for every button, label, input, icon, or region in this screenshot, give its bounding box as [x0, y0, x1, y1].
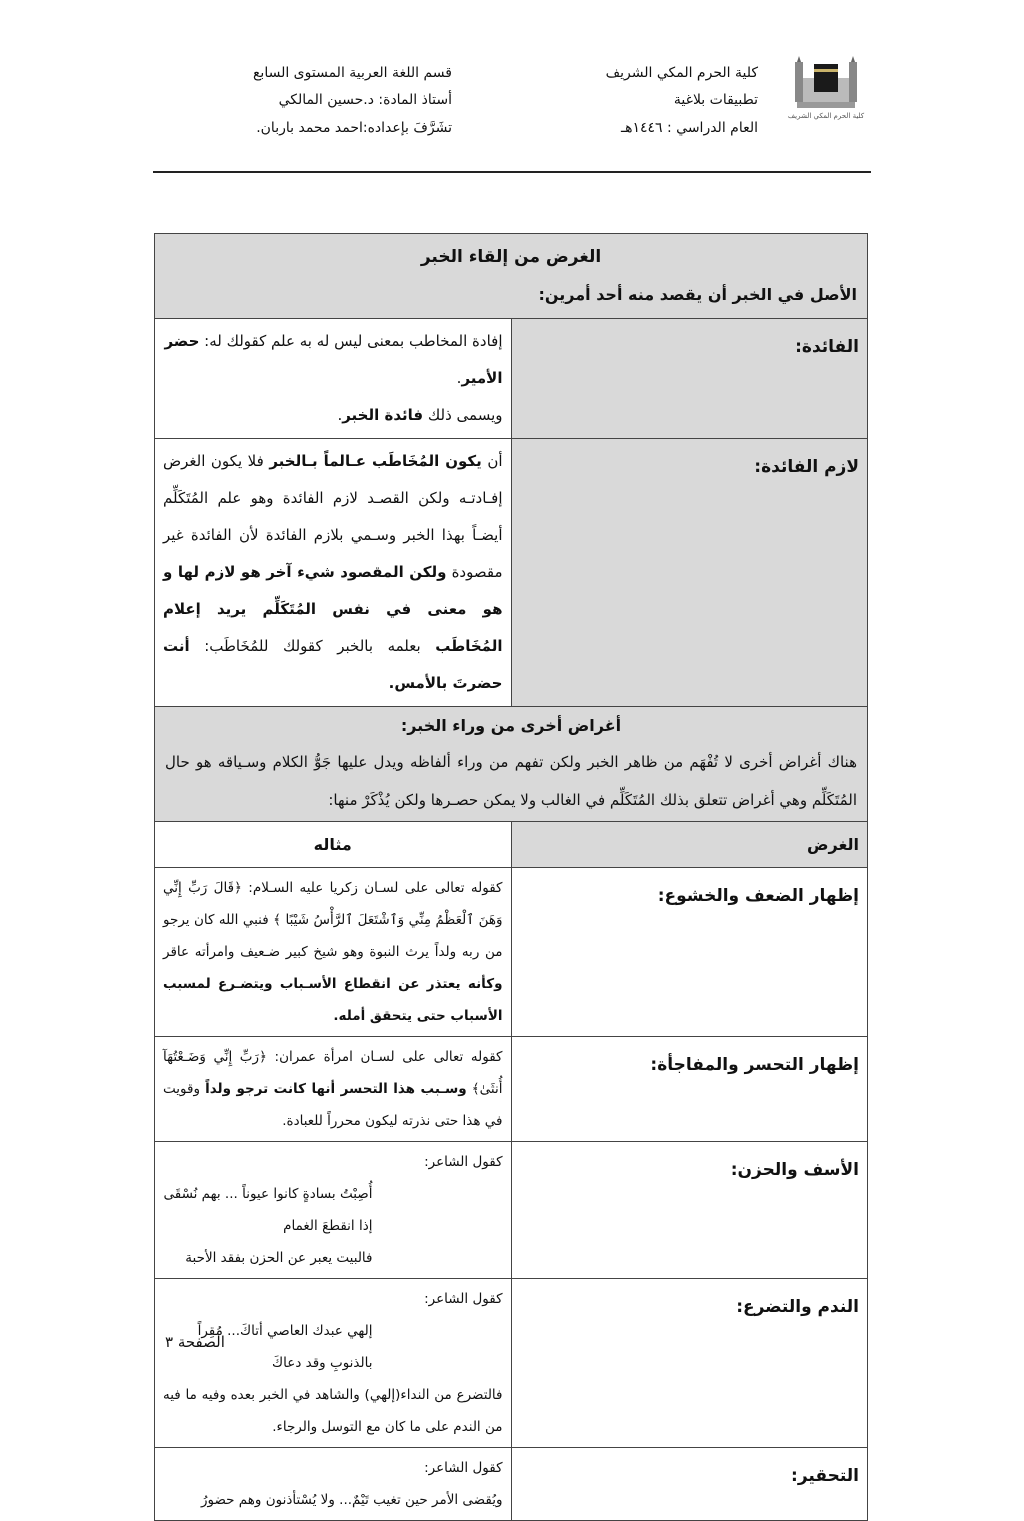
- other-cell: [155, 707, 868, 822]
- fayda-t2: ويسمى ذلك: [423, 406, 503, 424]
- row-contempt-text: [155, 1448, 512, 1521]
- row-sorrow: [155, 1142, 868, 1279]
- fayda-row: [155, 319, 868, 439]
- fayda-t1e: .: [456, 369, 462, 387]
- lazim-t3b: أنت حضرتَ بالأمس.: [163, 637, 503, 692]
- other-row: [155, 707, 868, 822]
- lazim-t1: أن: [481, 452, 503, 470]
- row-weakness-tb: وكأنه يعتذر عن انقطاع الأسـباب ويتضـرع لمسبب الأسباب حتى يتحقق أمله.: [163, 976, 503, 1024]
- columns-row: [155, 822, 868, 868]
- intro-row: [155, 234, 868, 319]
- row-weakness-t: كقوله تعالى على لسـان زكريا عليه السـلام: ﴿قَالَ رَبِّ إِنِّي وَهَنَ ٱلْعَظْمُ مِنِّي وَٱشْتَعَلَ ٱلرَّأْسُ شَيْبًا ﴾ فنبي الله كان يرجو من ربه ولداً يرث النبوة وهو شيخ كبير ضـعيف وامرأته عاقر: [163, 880, 503, 960]
- course-name: تطبيقات بلاغية: [673, 92, 758, 108]
- header-divider: [153, 171, 871, 173]
- row-sorrow-line-3: فالبيت يعبر عن الحزن بفقد الأحبة: [185, 1250, 373, 1266]
- row-contempt-line-2: ويُقضى الأمر حين تغيب تَيْمٌ... ولا يُسْتأذنون وهم حضورُ: [200, 1492, 503, 1508]
- row-sorrow-text: [155, 1142, 512, 1279]
- row-regret-t: كقوله تعالى على لسـان امرأة عمران: ﴿رَبِّ إِنِّي وَضَـعْتُهَآ أُنثَىٰ﴾: [163, 1049, 503, 1097]
- row-weakness-text: [155, 868, 512, 1037]
- col-example: مثاله: [155, 822, 512, 868]
- row-sorrow-line-2: أُصِبْتُ بسادةٍ كانوا عيوناً ... بهم نُسْقَى إذا انقطعَ الغمام: [163, 1186, 373, 1234]
- row-remorse-label: الندم والتضرع:: [511, 1279, 868, 1448]
- lazim-row: [155, 439, 868, 707]
- row-regret-tb: وسـبب هذا التحسر أنها كانت ترجو ولداً: [205, 1081, 467, 1097]
- row-weakness-label: إظهار الضعف والخشوع:: [511, 868, 868, 1037]
- fayda-t2b: فائدة الخبر: [342, 406, 424, 424]
- row-contempt: [155, 1448, 868, 1521]
- kaaba-logo-icon: [787, 56, 865, 122]
- row-sorrow-line-1: كقول الشاعر:: [424, 1154, 503, 1170]
- lazim-t3: بعلمه بالخبر كقولك للمُخَاطَب:: [189, 637, 436, 655]
- row-regret-surprise: [155, 1037, 868, 1142]
- row-remorse-line-3: فالتضرع من النداء(إلهي) والشاهد في الخبر بعده وفيه ما فيه من الندم على ما كان مع التوسل والرجاء.: [163, 1387, 503, 1435]
- row-regret-te: وقويت في هذا حتى نذرته ليكون محرراً للعبادة.: [163, 1081, 503, 1129]
- other-title: أغراض أخرى من وراء الخبر:: [400, 716, 622, 735]
- content-table: [154, 233, 868, 1521]
- prepared-by: تشَرَّفَ بإعداده:احمد محمد باربان.: [256, 120, 452, 136]
- lazim-t2b: ولكن المقصود شيء آخر هو لازم لها و هو معنى في نفس المُتَكَلِّم يريد إعلام المُخَاطَب: [163, 563, 503, 655]
- row-weakness: [155, 868, 868, 1037]
- instructor: أستاذ المادة: د.حسين المالكي: [278, 92, 452, 108]
- intro-title: الغرض من إلقاء الخبر: [420, 247, 602, 267]
- page-number: الصفحة ٣: [165, 1333, 225, 1351]
- lazim-text: [155, 439, 512, 707]
- row-remorse-line-1: كقول الشاعر:: [424, 1291, 503, 1307]
- row-regret-text: [155, 1037, 512, 1142]
- row-contempt-line-1: كقول الشاعر:: [424, 1460, 503, 1476]
- academic-year: العام الدراسي : ١٤٤٦هـ: [620, 120, 758, 136]
- row-remorse-line-2: إلهي عبدك العاصي أتاكَ... مُقِراً بالذنوبِ وقد دعاكَ: [197, 1323, 373, 1371]
- lazim-label: لازم الفائدة:: [511, 439, 868, 707]
- row-sorrow-label: الأسف والحزن:: [511, 1142, 868, 1279]
- fayda-text: [155, 319, 512, 439]
- other-text: هناك أغراض أخرى لا تُفْهَم من ظاهر الخبر ولكن تفهم من وراء ألفاظه ويدل عليها جَوُّ الكلام وسـياقه هو حال المُتَكَلِّم وهي أغراض تتعلق بذلك المُتَكَلِّم في الغالب ولا يمكن حصـرها ولكن يُذْكَرْ منها:: [165, 753, 857, 809]
- intro-cell: [155, 234, 868, 319]
- logo-caption: كلية الحرم المكي الشريف: [787, 112, 865, 120]
- fayda-line-1: [163, 323, 503, 397]
- college-name: كلية الحرم المكي الشريف: [605, 65, 758, 81]
- row-regret-label: إظهار التحسر والمفاجأة:: [511, 1037, 868, 1142]
- col-purpose: الغرض: [511, 822, 868, 868]
- row-contempt-label: التحقير:: [511, 1448, 868, 1521]
- fayda-line-2: [163, 397, 503, 434]
- lazim-t1b: يكون المُخَاطَب عـالماً بـالخبر: [269, 452, 482, 470]
- row-remorse: [155, 1279, 868, 1448]
- fayda-t1b: حضر الأمير: [164, 332, 503, 387]
- intro-subtitle: الأصل في الخبر أن يقصد منه أحد أمرين:: [538, 285, 857, 304]
- row-remorse-text: [155, 1279, 512, 1448]
- fayda-t2e: .: [337, 406, 343, 424]
- fayda-t1: إفادة المخاطب بمعنى ليس له به علم كقولك له:: [199, 332, 503, 350]
- department-level: قسم اللغة العربية المستوى السابع: [252, 65, 452, 81]
- fayda-label: الفائدة:: [511, 319, 868, 439]
- lazim-t2: فلا يكون الغرض إفـادتـه ولكن القصـد لازم الفائدة وهو علم المُتَكَلِّم أيضـاً بهذا الخبر وسـمي بلازم الفائدة لأن الفائدة غير مقصودة: [163, 452, 503, 581]
